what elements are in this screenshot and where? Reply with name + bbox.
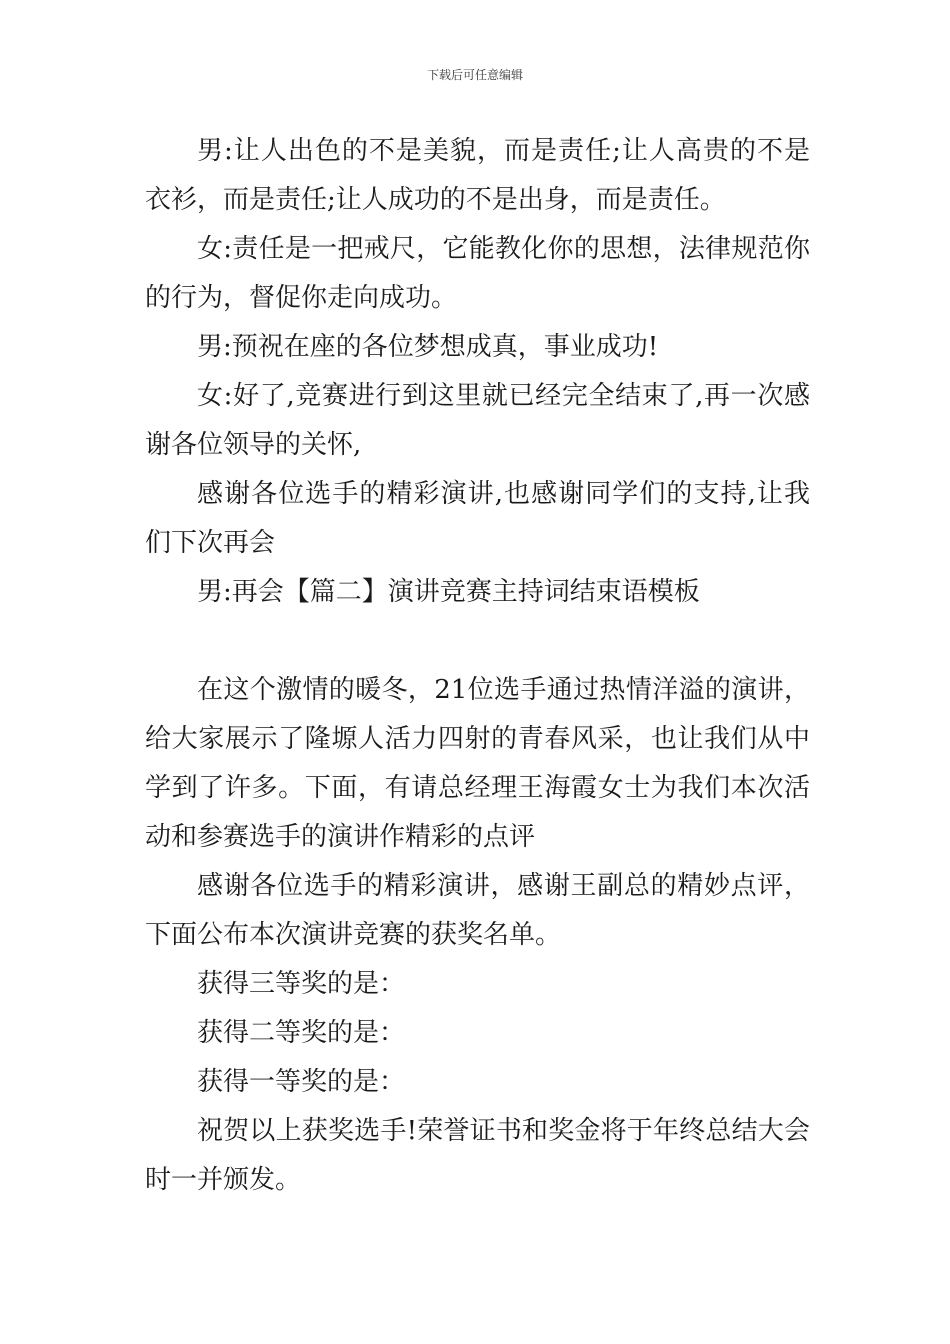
- page-header-note: 下载后可任意编辑: [426, 68, 523, 82]
- paragraph: 男:预祝在座的各位梦想成真，事业成功!: [197, 332, 659, 362]
- paragraph: 祝贺以上获奖选手!荣誉证书和奖金将于年终总结大会时一并颁发。: [145, 1116, 810, 1195]
- paragraph: 女:好了,竞赛进行到这里就已经完全结束了,再一次感谢各位领导的关怀,: [145, 381, 810, 460]
- paragraph: 女:责任是一把戒尺，它能教化你的思想，法律规范你的行为，督促你走向成功。: [145, 234, 810, 313]
- document-body: [145, 127, 810, 1205]
- blank-line: [145, 617, 810, 666]
- paragraph: 感谢各位选手的精彩演讲,也感谢同学们的支持,让我们下次再会: [145, 479, 810, 558]
- award-line-third: 获得三等奖的是：: [197, 969, 406, 999]
- paragraph: 感谢各位选手的精彩演讲，感谢王副总的精妙点评，下面公布本次演讲竞赛的获奖名单。: [145, 871, 810, 950]
- paragraph: 在这个激情的暖冬，21位选手通过热情洋溢的演讲，给大家展示了隆塬人活力四射的青春风采，也让我们从中学到了许多。下面，有请总经理王海霞女士为我们本次活动和参赛选手的演讲作精彩的点评: [145, 675, 810, 852]
- award-line-second: 获得二等奖的是：: [197, 1018, 406, 1048]
- section-heading: 男:再会【篇二】演讲竞赛主持词结束语模板: [197, 577, 700, 607]
- award-line-first: 获得一等奖的是：: [197, 1067, 406, 1097]
- paragraph: 男:让人出色的不是美貌，而是责任;让人高贵的不是衣衫，而是责任;让人成功的不是出身，而是责任。: [145, 136, 810, 215]
